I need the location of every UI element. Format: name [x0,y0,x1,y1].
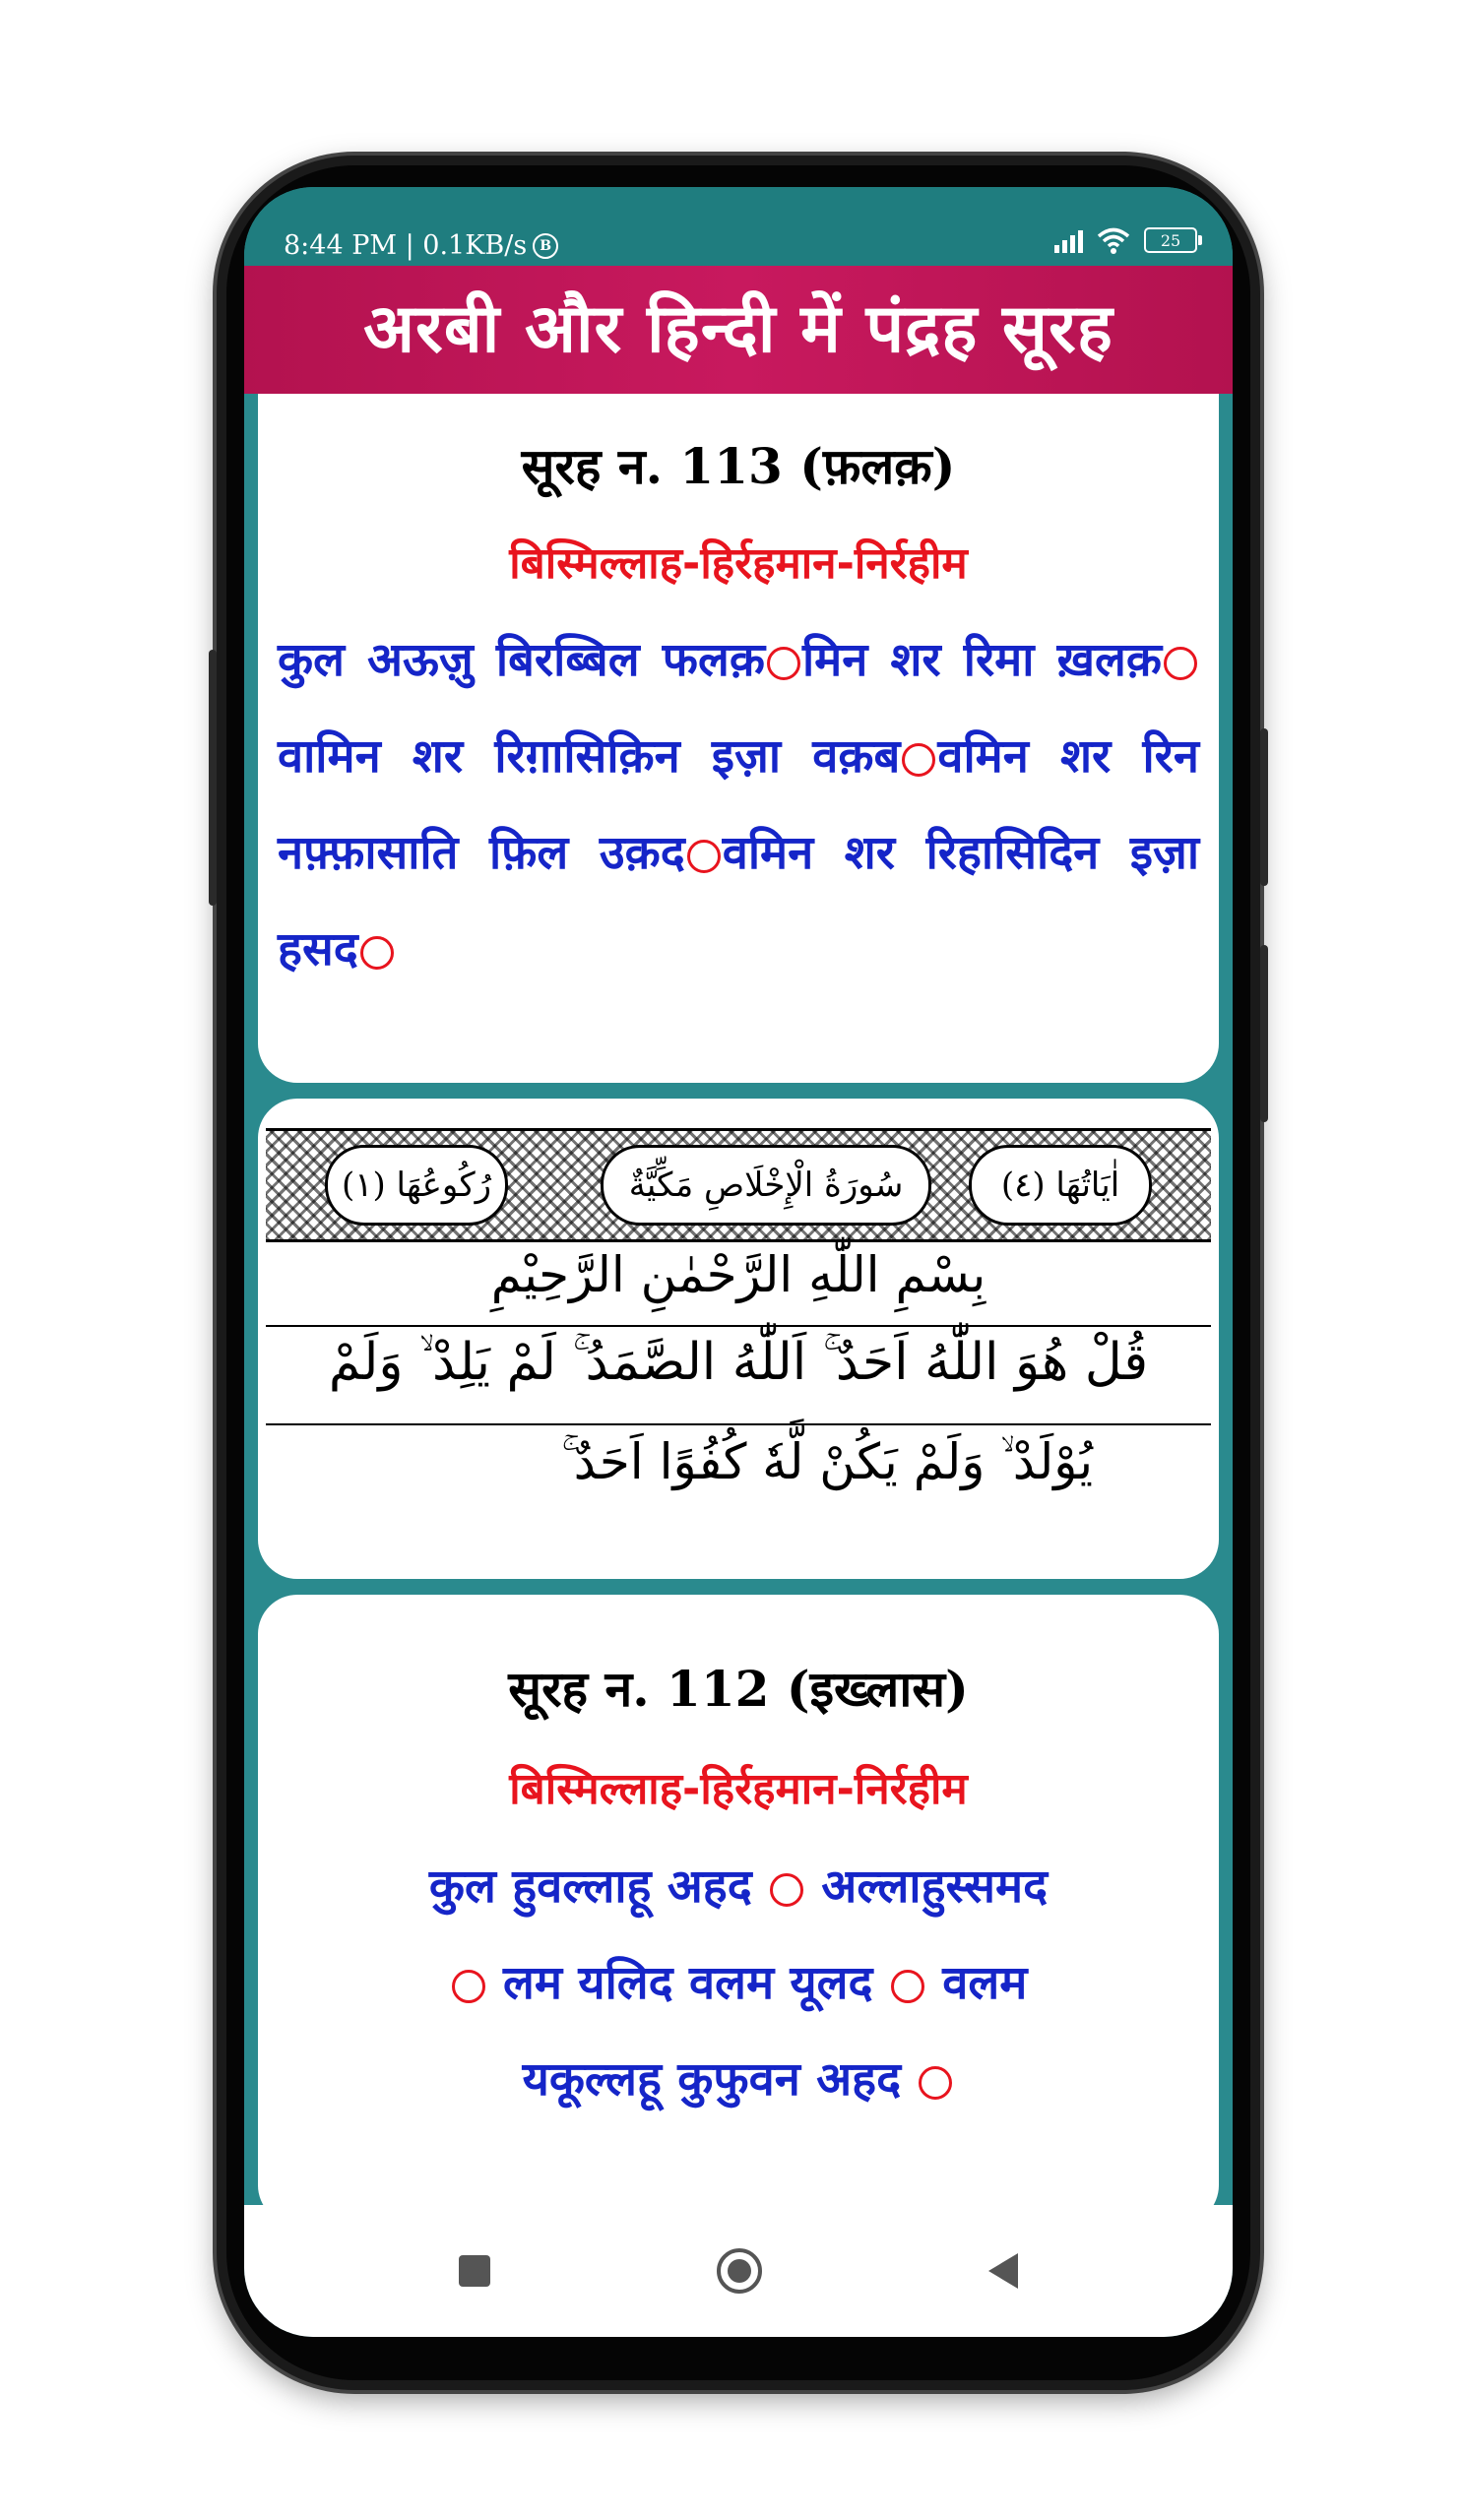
verse-line: कुल अऊज़ु बिरब्बिल फलक़ [278,633,765,687]
home-icon[interactable] [717,2248,762,2294]
surah-title: सूरह न. 112 (इख्लास) [508,1660,969,1718]
battery-icon: 25 [1144,227,1197,253]
surah-card-112[interactable] [258,1595,1219,2225]
arabic-verse-line: قُلْ هُوَ اللّٰهُ اَحَدٌ ۚ اَللّٰهُ الصَّمَدُ ۚ لَمْ يَلِدْ ۙ وَلَمْ [266,1333,1211,1425]
verse-line: वमिन शर रिहासिदिन इज़ा हसद [278,826,1199,976]
status-time-speed [284,230,558,261]
surah-title: सूरह न. 113 (फ़लक़) [521,437,956,495]
ayah-marker-icon [902,743,935,777]
volume-button [209,650,217,906]
arabic-surah-image [266,1128,1211,1551]
app-bar [244,266,1233,394]
verse-text: लम यलिद वलम यूलद [503,1956,873,2010]
verse-line [297,2032,1179,2128]
surah-card-113[interactable] [258,394,1219,1083]
verse-line: मिन शर रिमा ख़लक़ [801,633,1162,687]
verse-line: वमिन शर रिन नफ़्फ़ासाति फ़िल उक़द [278,729,1199,880]
verse-line [297,1839,1179,1935]
surah-verses [297,1839,1179,2128]
arabic-bismillah: بِسْمِ اللّٰهِ الرَّحْمٰنِ الرَّحِيْمِ [266,1246,1211,1327]
ayah-marker-icon [452,1970,485,2003]
arabic-surah-card[interactable] [258,1099,1219,1579]
surah-name-arabic: سُورَةُ الْإِخْلَاصِ مَكِّيَّةٌ [601,1145,931,1226]
verse-line: वामिन शर रिग़ासिक़िन इज़ा वक़ब [278,729,901,784]
verse-text: यकूल्लहू कुफुवन अहद [522,2052,902,2107]
ayat-count: اٰيَاتُهَا (٤) [969,1145,1152,1226]
ayah-marker-icon [687,840,721,873]
status-icons [1054,226,1197,254]
navigation-bar [244,2205,1233,2337]
recent-apps-icon[interactable] [459,2255,490,2287]
back-icon[interactable] [988,2253,1018,2289]
power-button [1260,728,1268,886]
verse-text: कुल हुवल्लाहू अहद [428,1859,752,1914]
wifi-icon [1097,226,1130,254]
bismillah-text: बिस्मिल्लाह-हिर्रहमान-निर्रहीम [509,1764,968,1814]
verse-line [297,1935,1179,2032]
verse-text: वलम [942,1956,1028,2010]
ayah-marker-icon [770,1873,803,1907]
status-bar [244,187,1233,266]
b-icon: B [533,233,558,259]
phone-screen [244,187,1233,2337]
status-time-text: 8:44 PM | 0.1KB/s [284,230,528,261]
signal-icon [1054,227,1083,253]
side-key [1260,945,1268,1122]
ayah-marker-icon [919,2066,952,2100]
ayah-marker-icon [891,1970,924,2003]
surah-verses [278,612,1199,998]
ayah-marker-icon [1164,647,1197,680]
ayah-marker-icon [767,647,800,680]
bismillah-text: बिस्मिल्लाह-हिर्रहमान-निर्रहीम [509,538,968,589]
surah-list[interactable] [244,394,1233,2205]
arabic-verse-line: يُوْلَدْ ۙ وَلَمْ يَكُنْ لَّهٗ كُفُوًا اَحَدٌ ۚ [561,1433,1093,1490]
ruku-count: رُكُوعُهَا (١) [325,1145,508,1226]
ayah-marker-icon [360,936,394,970]
ornament-header [266,1128,1211,1242]
verse-text: अल्लाहुस्समद [821,1859,1049,1914]
app-title: अरबी और हिन्दी में पंद्रह सूरह [363,290,1113,368]
